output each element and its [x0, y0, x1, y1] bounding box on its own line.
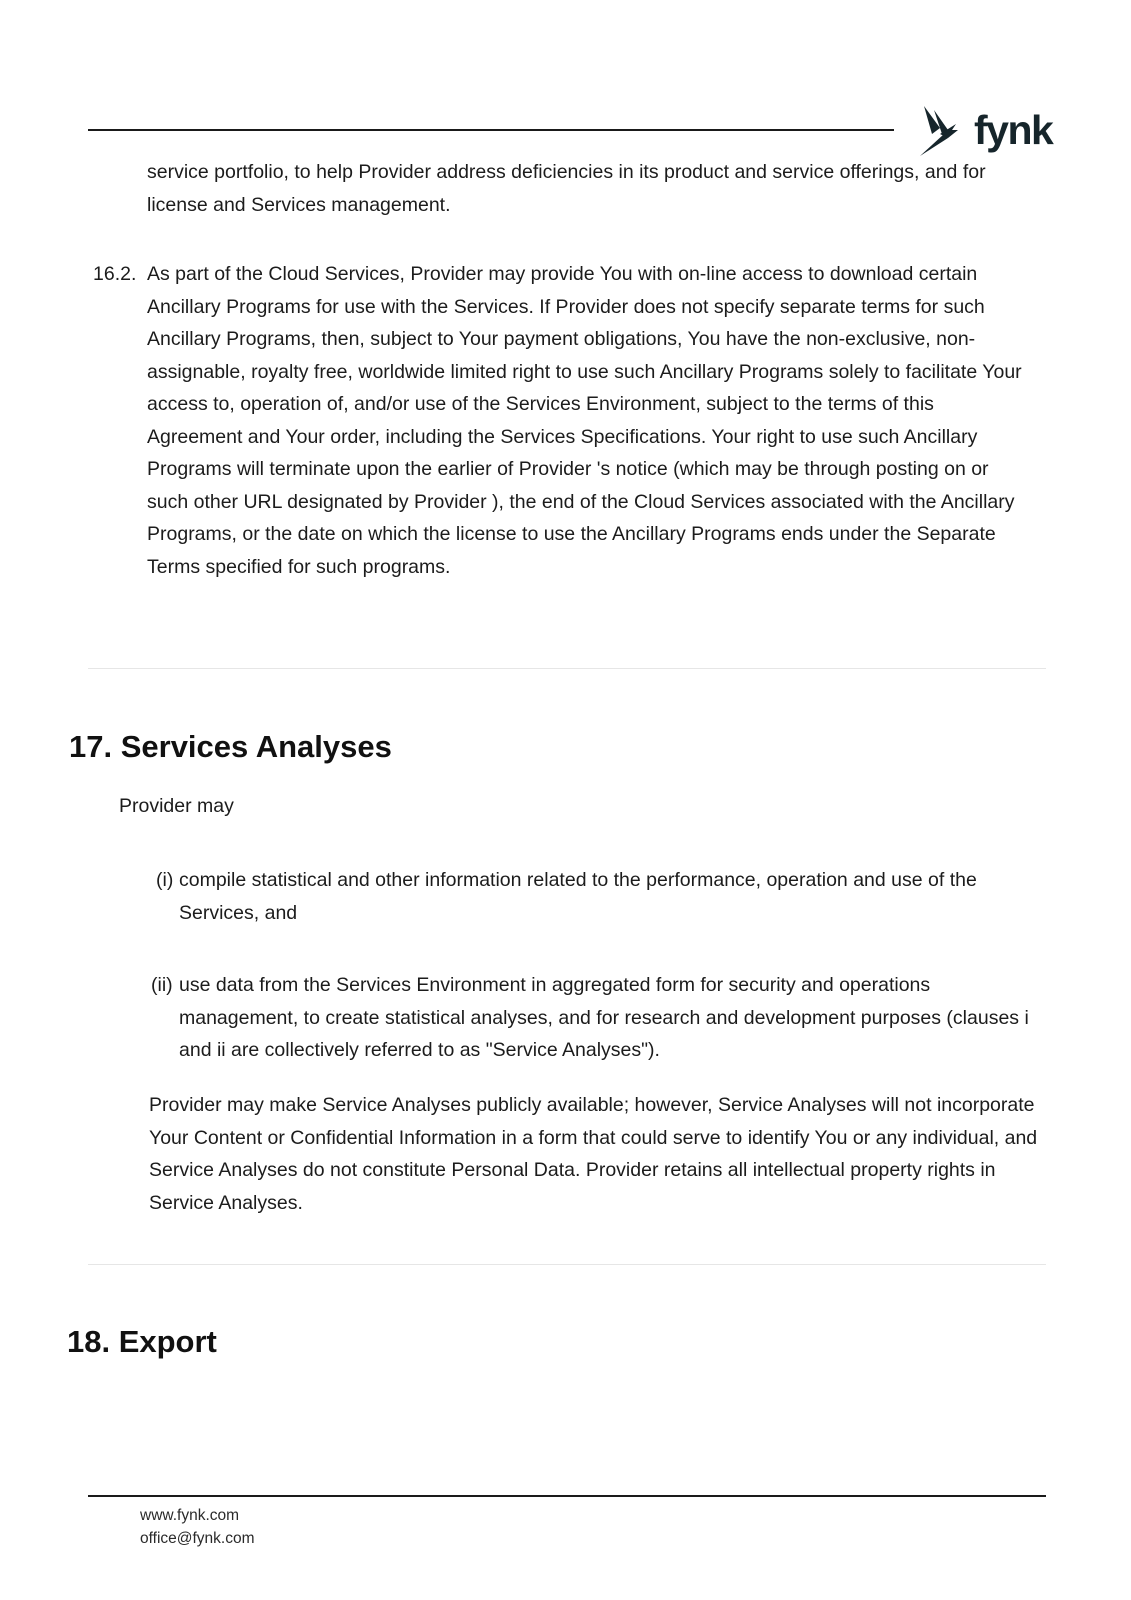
section-17-intro: Provider may — [119, 795, 234, 817]
section-divider — [88, 668, 1046, 669]
clause-16-2-text: As part of the Cloud Services, Provider may provide You with on-line access to download certain Ancillary Programs for use with the Services. If Provider does not specify separate terms for such Ancillary Programs, then, subject to Your payment obligations, You have the non-exclusive, non-assignable, royalty free, worldwide limited right to use such Ancillary Programs solely to facilitate Your access to, operation of, and/or use of the Services Environment, subject to the terms of this Agreement and Your order, including the Services Specifications. Your right to use such Ancillary Programs will terminate upon the earlier of Provider 's notice (which may be through posting on or such other URL designated by Provider ), the end of the Cloud Services associated with the Ancillary Programs, or the date on which the license to use the Ancillary Programs ends under the Separate Terms specified for such programs. — [147, 263, 1022, 578]
continuation-paragraph: service portfolio, to help Provider address deficiencies in its product and service offerings, and for license and Services management. — [147, 161, 986, 216]
clause-number: 16.2. — [93, 263, 137, 285]
section-divider — [88, 1264, 1046, 1265]
footer-website[interactable]: www.fynk.com — [140, 1507, 240, 1524]
list-item-text: use data from the Services Environment in aggregated form for security and operations management, to create statistical analyses, and for research and development purposes (clauses i and ii are collectively referred to as "Service Analyses"). — [179, 974, 1029, 1061]
list-item-text: compile statistical and other information related to the performance, operation and use of the Services, and — [179, 869, 977, 924]
list-item-label: (ii) — [151, 974, 173, 996]
brand-logo — [918, 104, 1053, 160]
section-17-heading: 17. Services Analyses — [69, 729, 392, 764]
footer-divider — [88, 1495, 1046, 1497]
header-divider — [88, 129, 894, 131]
list-item-label: (i) — [156, 869, 174, 891]
footer-email[interactable]: office@fynk.com — [140, 1530, 255, 1547]
section-18-heading: 18. Export — [67, 1324, 217, 1359]
brand-name: fynk — [974, 107, 1053, 153]
section-17-closing: Provider may make Service Analyses publicly available; however, Service Analyses will not incorporate Your Content or Confidential Information in a form that could serve to identify You or any individual, and Service Analyses do not constitute Personal Data. Provider retains all intellectual property rights in Service Analyses. — [149, 1094, 1038, 1214]
bird-logo-icon — [918, 104, 972, 160]
